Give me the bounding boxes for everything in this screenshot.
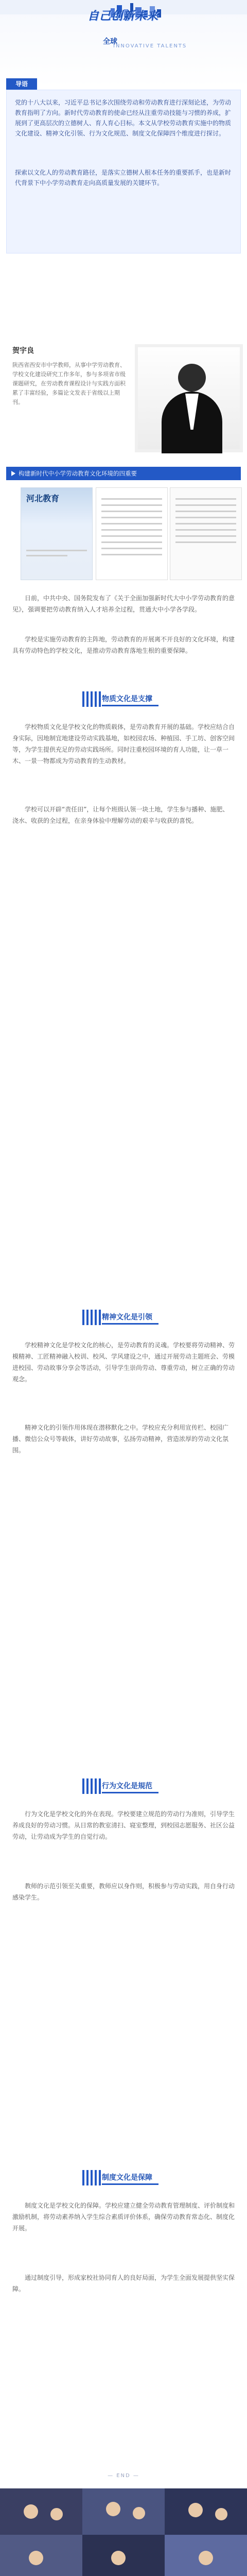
- author-name: 贺宇良: [12, 347, 34, 355]
- section-title: 行为文化是規范: [102, 1782, 152, 1790]
- cover-line: [26, 555, 67, 556]
- section-1-paragraph-2: 学校可以开辟“责任田”，让每个班级认领一块土地，学生参与播种、施肥、浇水、收获的全过程，在亲身体验中理解劳动的艰辛与收获的喜悦。: [12, 806, 229, 824]
- page-line: [175, 541, 236, 543]
- heading-deco-icon: [82, 691, 101, 707]
- section-title: 制度文化是保障: [102, 2174, 152, 2182]
- intro-paragraph-2: 探索以文化人的劳动教育路径，是落实立德树人根本任务的重要抓手，也是新时代背景下中小学劳动教育走向高质量发展的关键环节。: [15, 169, 232, 187]
- page-line: [101, 504, 162, 506]
- page-line: [175, 529, 236, 531]
- page-line: [175, 523, 236, 524]
- opening-paragraph-1: 日前，中共中央、国务院发布了《关于全面加强新时代大中小学劳动教育的意见》，强调要把劳动教育纳入人才培养全过程，贯通大中小学各学段。: [12, 595, 235, 613]
- topic-bar: [6, 467, 241, 480]
- section-heading-3: [82, 1777, 165, 1795]
- section-3-paragraph-1: 行为文化是学校文化的外在表现。学校要建立规范的劳动行为准则，引导学生养成良好的劳动习惯。从日常的教室清扫、寝室整理，到校园志愿服务、社区公益劳动，让劳动成为学生的自觉行动。: [12, 1810, 235, 1840]
- page-line: [175, 511, 236, 512]
- section-heading-1: [82, 690, 165, 708]
- graduates-photo-grid: [0, 2488, 247, 2576]
- heading-underline: [102, 1323, 158, 1325]
- heading-deco-icon: [82, 1778, 101, 1794]
- page-line: [101, 535, 162, 537]
- author-photo: [135, 344, 243, 452]
- play-arrow-icon: [11, 471, 15, 476]
- photo-head: [178, 364, 206, 392]
- section-4-paragraph-1: 制度文化是学校文化的保障。学校应建立健全劳动教育管理制度、评价制度和激励机制，将劳动素养纳入学生综合素质评价体系，确保劳动教育常态化、制度化开展。: [12, 2202, 235, 2232]
- section-1-paragraph-1: 学校物质文化是学校文化的物质载体，是劳动教育开展的基础。学校应结合自身实际，因地制宜地建设劳动实践基地，如校园农场、种植园、手工坊、创客空间等，为学生提供充足的劳动实践场所。同时注重校园环境的育人功能，让一草一木、一景一物都成为劳动教育的生动教材。: [12, 723, 235, 765]
- heading-deco-icon: [82, 2170, 101, 2185]
- section-4-paragraph-2: 通过制度引导，形成家校社协同育人的良好局面，为学生全面发展提供坚实保障。: [12, 2274, 235, 2293]
- section-heading-4: [82, 2169, 165, 2187]
- end-mark: — END —: [108, 2473, 139, 2479]
- page-line: [175, 535, 236, 537]
- magazine-cover: [21, 487, 93, 580]
- header-banner: [0, 0, 247, 88]
- section-2-paragraph-1: 学校精神文化是学校文化的核心，是劳动教育的灵魂。学校要将劳动精神、劳模精神、工匠精神融入校训、校风、学风建设之中，通过开展劳动主题班会、劳模进校园、劳动故事分享会等活动，引导学生崇尚劳动、尊重劳动，树立正确的劳动观念。: [12, 1342, 235, 1383]
- section-title: 物质文化是支撑: [102, 695, 152, 703]
- page-line: [101, 548, 162, 549]
- heading-underline: [102, 2183, 158, 2185]
- author-bio: 陕西省西安市中学教师，从事中学劳动教育、学校文化建设研究工作多年，参与多项省市级课题研究，在劳动教育课程设计与实践方面积累了丰富经验，多篇论文发表于省级以上期刊。: [12, 362, 126, 405]
- page-line: [175, 504, 236, 506]
- topic-bar-label: 构建新时代中小学劳动教育文化环境的四重要: [19, 470, 137, 477]
- section-title: 精神文化是引领: [102, 1313, 152, 1321]
- page-line: [101, 517, 162, 518]
- page-line: [175, 498, 236, 500]
- brand-en: INNOVATIVE TALENTS: [113, 43, 187, 49]
- section-3-paragraph-2: 教师的示范引领至关重要，教师应以身作则，积极参与劳动实践，用自身行动感染学生。: [12, 1883, 235, 1901]
- heading-underline: [102, 1792, 158, 1793]
- brand-logo: 自己创新未来: [87, 10, 159, 23]
- page-line: [101, 541, 162, 543]
- section-heading-2: [82, 1309, 165, 1326]
- page-line: [101, 529, 162, 531]
- brand-cn: 全球: [103, 38, 117, 46]
- page-line: [101, 498, 162, 500]
- magazine-page-2: [170, 487, 242, 580]
- page-line: [101, 511, 162, 512]
- magazine-page-1: [96, 487, 168, 580]
- magazine-title: 河北教育: [26, 494, 60, 503]
- opening-paragraph-2: 学校是实施劳动教育的主阵地，劳动教育的开展离不开良好的文化环境，构建具有劳动特色的学校文化，是推动劳动教育落地生根的重要保障。: [12, 636, 235, 654]
- page-line: [175, 517, 236, 518]
- intro-paragraph-1: 党的十八大以来，习近平总书记多次围绕劳动和劳动教育进行深刻论述，为劳动教育指明了方向。新时代劳动教育的使命已经从注重劳动技能与习惯的养成，扩展到了更高层次的立德树人、育人育心目标。本文从学校劳动教育实施中的物质文化建设、精神文化引领、行为文化规范、制度文化保障四个维度进行探讨。: [15, 99, 232, 137]
- section-2-paragraph-2: 精神文化的引领作用体现在潜移默化之中。学校应充分利用宣传栏、校园广播、微信公众号等载体，讲好劳动故事，弘扬劳动精神，营造浓厚的劳动文化氛围。: [12, 1424, 229, 1454]
- intro-tag: 导语: [6, 78, 37, 90]
- heading-deco-icon: [82, 1310, 101, 1325]
- page-line: [101, 554, 162, 555]
- cover-line: [26, 550, 87, 551]
- registration-banner[interactable]: [0, 2488, 247, 2576]
- heading-underline: [102, 705, 158, 706]
- intro-box: [6, 90, 241, 253]
- page-line: [101, 523, 162, 524]
